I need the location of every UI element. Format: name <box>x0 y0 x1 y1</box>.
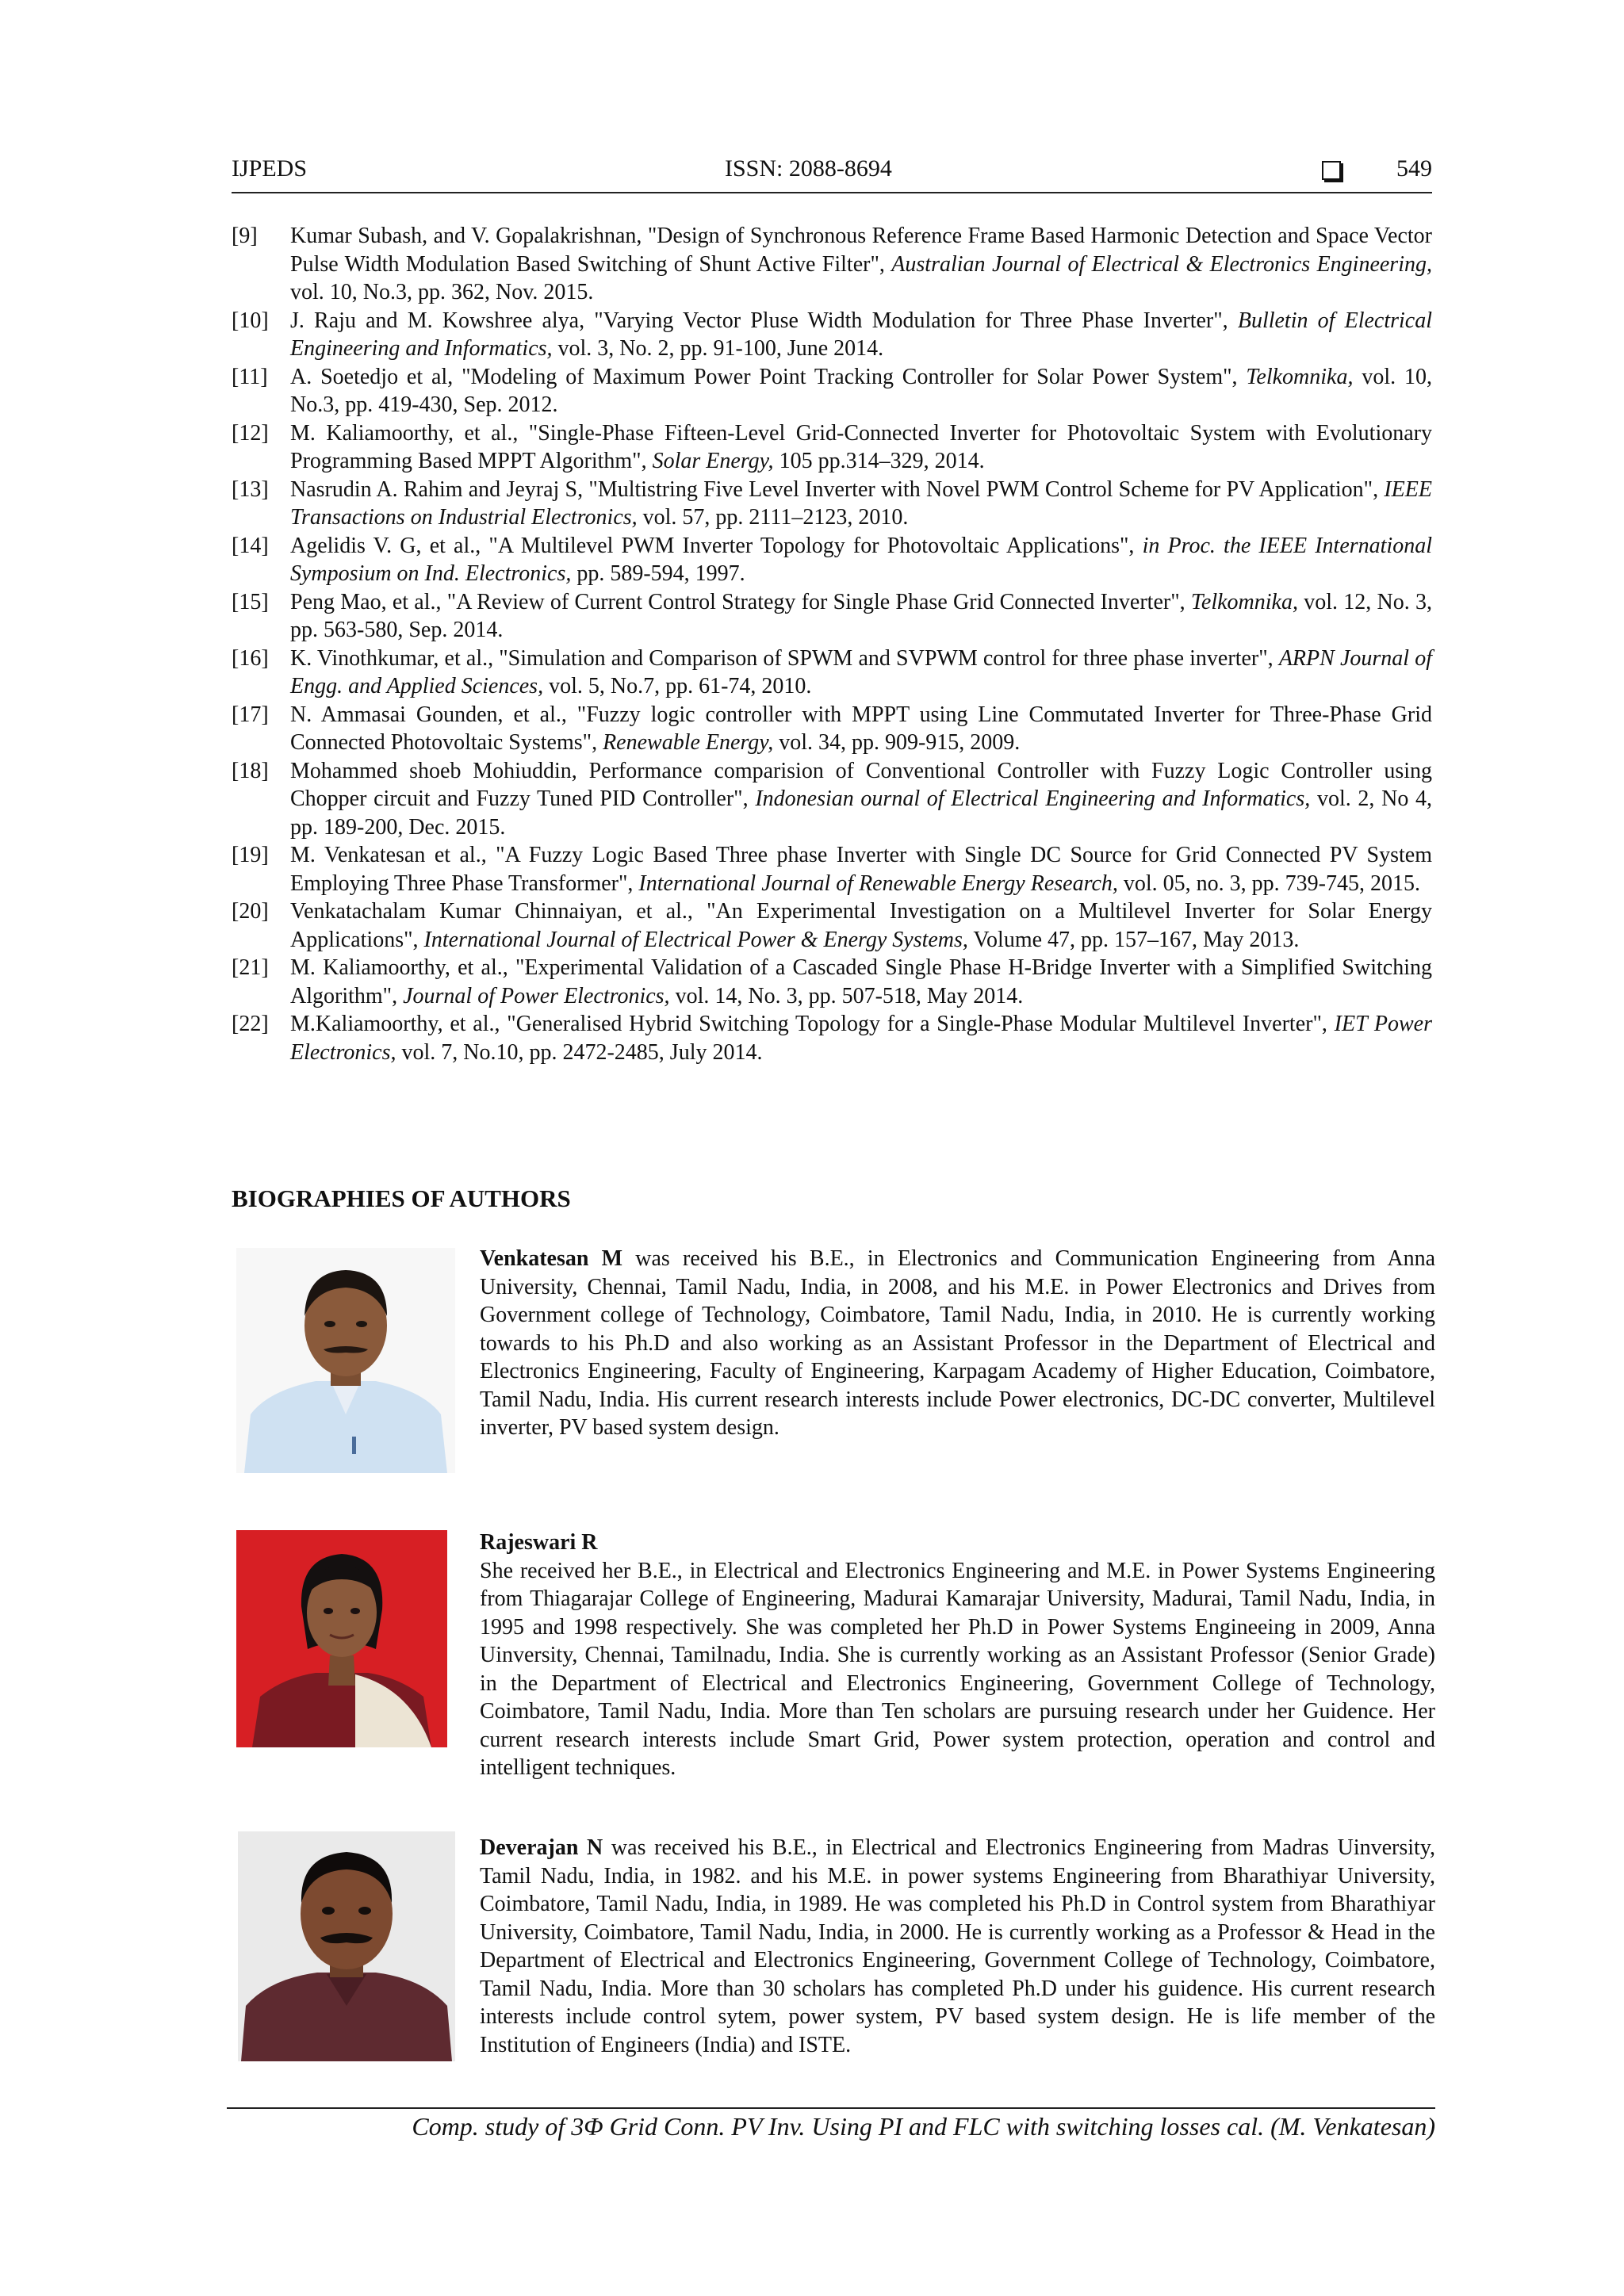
author-bio-text: was received his B.E., in Electrical and Electronics Engineering from Madras Uinversity, Tamil Nadu, India, in 1982. and his M.E. in power systems Engineering from Bharathiyar University, Coimbatore, Tamil Nadu, India, in 1989. He was completed his Ph.D in Control system from Bharathiyar University, Coimbatore, Tamil Nadu, India, in 2000. He is currently working as a Professor & Head in the Department of Electrical and Electronics Engineering, Government College of Technology, Coimbatore, Tamil Nadu, India. More than 30 scholars has completed Ph.D under his guidence. His current research interests include control sytem, power system, PV based system design. He is life member of the Institution of Engineers (India) and ISTE. <box>480 1835 1435 2057</box>
page-number: 549 <box>1396 155 1432 182</box>
section-heading: BIOGRAPHIES OF AUTHORS <box>232 1184 571 1212</box>
reference-venue: ARPN Journal of Engg. and Applied Sciences, <box>290 645 1432 698</box>
journal-name: IJPEDS <box>232 155 308 182</box>
issn: ISSN: 2088-8694 <box>725 155 892 182</box>
reference-venue: Telkomnika, <box>1190 589 1298 614</box>
page-footer: Comp. study of 3Φ Grid Conn. PV Inv. Using PI and FLC with switching losses cal. (M. Venkatesan) <box>412 2112 1435 2141</box>
reference-text: A. Soetedjo et al, "Modeling of Maximum Power Point Tracking Controller for Solar Power System", <box>290 364 1247 389</box>
reference-venue: in Proc. the IEEE International Symposium on Ind. Electronics, <box>290 533 1432 586</box>
checkbox-square-icon <box>1322 161 1341 180</box>
reference-number: [19] <box>232 843 269 867</box>
reference-item <box>232 1010 1432 1066</box>
reference-text: M. Venkatesan et al., "A Fuzzy Logic Based Three phase Inverter with Single DC Source for Grid Connected PV System Employing Three Phase Transformer", <box>290 843 1432 896</box>
reference-number: [13] <box>232 476 269 502</box>
reference-number: [17] <box>232 702 269 727</box>
reference-item <box>232 532 1432 588</box>
reference-item <box>232 701 1432 757</box>
reference-item <box>232 757 1432 842</box>
reference-number: [21] <box>232 955 269 980</box>
reference-venue: Renewable Energy, <box>603 730 774 755</box>
reference-list <box>232 222 1432 1066</box>
reference-item <box>232 363 1432 419</box>
reference-text: Agelidis V. G, et al., "A Multilevel PWM Inverter Topology for Photovoltaic Applications", <box>290 533 1143 558</box>
reference-details: vol. 34, pp. 909-915, 2009. <box>773 730 1021 755</box>
reference-venue: Solar Energy, <box>652 449 774 473</box>
bio-venkatesan <box>480 1245 1435 1442</box>
reference-venue: Australian Journal of Electrical & Electronics Engineering, <box>891 251 1432 277</box>
author-bio-text: She received her B.E., in Electrical and Electronics Engineering and M.E. in Power Systems Engineering from Thiagarajar College of Engineering, Madurai Kamarajar University, Madurai, Tamil Nadu, India, in 1995 and 1998 respectively. She was completed her Ph.D in Power Systems Engineeing in 2009, Anna Uinversity, Chennai, Tamilnadu, India. She is currently working as an Assistant Professor (Senior Grade) in the Department of Electrical and Electronics Engineering, Government College of Technology, Coimbatore, Tamil Nadu, India. More than Ten scholars are pursuing research under her Guidence. Her current research interests include Smart Grid, Power system protection, operation and control and intelligent techniques. <box>480 1558 1435 1780</box>
reference-item <box>232 645 1432 701</box>
author-bio-text: was received his B.E., in Electronics and Communication Engineering from Anna University, Chennai, Tamil Nadu, India, in 2008, and his M.E. in Power Electronics and Drives from Government college of Technology, Coimbatore, Tamil Nadu, India, in 2010. He is currently working towards to his Ph.D and also working as an Assistant Professor in the Department of Electrical and Electronics Engineering, Faculty of Engineering, Karpagam Academy of Higher Education, Coimbatore, Tamil Nadu, India. His current research interests include Power electronics, DC-DC converter, Multilevel inverter, PV based system design. <box>480 1246 1435 1440</box>
reference-item <box>232 588 1432 645</box>
reference-number: [15] <box>232 589 269 614</box>
reference-item <box>232 419 1432 476</box>
reference-details: vol. 05, no. 3, pp. 739-745, 2015. <box>1117 871 1420 896</box>
reference-text: M. Kaliamoorthy, et al., "Experimental Validation of a Cascaded Single Phase H-Bridge Inverter with a Simplified Switching Algorithm", <box>290 955 1432 1008</box>
reference-item <box>232 841 1432 897</box>
reference-venue: Telkomnika, <box>1246 364 1354 389</box>
reference-details: vol. 5, No.7, pp. 61-74, 2010. <box>543 674 812 698</box>
reference-item <box>232 222 1432 307</box>
reference-details: vol. 57, pp. 2111–2123, 2010. <box>637 505 909 530</box>
reference-details: vol. 12, No. 3, pp. 563-580, Sep. 2014. <box>290 589 1433 642</box>
reference-details: pp. 589-594, 1997. <box>571 561 745 586</box>
reference-text: M.Kaliamoorthy, et al., "Generalised Hybrid Switching Topology for a Single-Phase Modular Multilevel Inverter", <box>290 1012 1335 1036</box>
reference-item <box>232 954 1432 1010</box>
bio-rajeswari <box>480 1529 1435 1782</box>
reference-details: vol. 3, No. 2, pp. 91-100, June 2014. <box>552 336 884 361</box>
reference-text: J. Raju and M. Kowshree alya, "Varying Vector Pluse Width Modulation for Three Phase Inverter", <box>290 308 1238 333</box>
bio-deverajan <box>480 1834 1435 2059</box>
reference-venue: Indonesian ournal of Electrical Engineering and Informatics, <box>755 786 1311 811</box>
reference-details: vol. 14, No. 3, pp. 507-518, May 2014. <box>669 983 1024 1008</box>
reference-number: [9] <box>232 224 258 248</box>
reference-text: Peng Mao, et al., "A Review of Current Control Strategy for Single Phase Grid Connected Inverter", <box>290 589 1191 614</box>
reference-venue: International Journal of Electrical Power & Energy Systems, <box>423 927 968 952</box>
reference-text: Mohammed shoeb Mohiuddin, Performance comparision of Conventional Controller with Fuzzy Logic Controller using Chopper circuit and Fuzzy Tuned PID Controller", <box>290 758 1432 811</box>
reference-number: [10] <box>232 308 269 333</box>
reference-details: 105 pp.314–329, 2014. <box>773 449 985 473</box>
reference-text: M. Kaliamoorthy, et al., "Single-Phase Fifteen-Level Grid-Connected Inverter for Photovoltaic System with Evolutionary Programming Based MPPT Algorithm", <box>290 420 1432 473</box>
reference-number: [11] <box>232 364 268 389</box>
reference-text: Venkatachalam Kumar Chinnaiyan, et al., "An Experimental Investigation on a Multilevel Inverter for Solar Energy Applications", <box>290 899 1432 952</box>
reference-number: [22] <box>232 1012 269 1036</box>
reference-item <box>232 307 1432 363</box>
reference-number: [20] <box>232 899 269 924</box>
reference-number: [14] <box>232 533 269 558</box>
reference-text: Nasrudin A. Rahim and Jeyraj S, "Multistring Five Level Inverter with Novel PWM Control Scheme for PV Application", <box>290 476 1385 502</box>
reference-item <box>232 476 1432 532</box>
reference-details: vol. 10, No.3, pp. 362, Nov. 2015. <box>290 280 594 304</box>
reference-number: [18] <box>232 758 269 783</box>
reference-item <box>232 897 1432 954</box>
footer-divider <box>227 2107 1435 2109</box>
author-photo-venkatesan <box>236 1248 455 1473</box>
page-header <box>232 155 1432 193</box>
author-photo-rajeswari <box>236 1530 447 1747</box>
reference-venue: IEEE Transactions on Industrial Electronics, <box>290 476 1432 530</box>
reference-number: [12] <box>232 420 269 446</box>
reference-details: vol. 7, No.10, pp. 2472-2485, July 2014. <box>396 1039 763 1065</box>
author-name: Venkatesan M <box>480 1246 623 1271</box>
author-name: Rajeswari R <box>480 1530 598 1555</box>
reference-venue: Journal of Power Electronics, <box>403 983 670 1008</box>
reference-venue: IET Power Electronics, <box>290 1012 1432 1065</box>
author-name: Deverajan N <box>480 1835 603 1860</box>
reference-details: vol. 10, No.3, pp. 419-430, Sep. 2012. <box>290 364 1432 417</box>
reference-details: vol. 2, No 4, pp. 189-200, Dec. 2015. <box>290 786 1433 840</box>
reference-venue: Bulletin of Electrical Engineering and Informatics, <box>290 308 1432 361</box>
reference-venue: International Journal of Renewable Energy Research, <box>638 871 1118 896</box>
reference-text: K. Vinothkumar, et al., "Simulation and Comparison of SPWM and SVPWM control for three phase inverter", <box>290 645 1279 671</box>
author-photo-deverajan <box>238 1831 455 2061</box>
reference-text: N. Ammasai Gounden, et al., "Fuzzy logic controller with MPPT using Line Commutated Inverter for Three-Phase Grid Connected Photovoltaic Systems", <box>290 702 1432 755</box>
reference-number: [16] <box>232 645 269 671</box>
reference-details: Volume 47, pp. 157–167, May 2013. <box>967 927 1300 952</box>
reference-text: Kumar Subash, and V. Gopalakrishnan, "Design of Synchronous Reference Frame Based Harmonic Detection and Space Vector Pulse Width Modulation Based Switching of Shunt Active Filter", <box>290 224 1432 277</box>
